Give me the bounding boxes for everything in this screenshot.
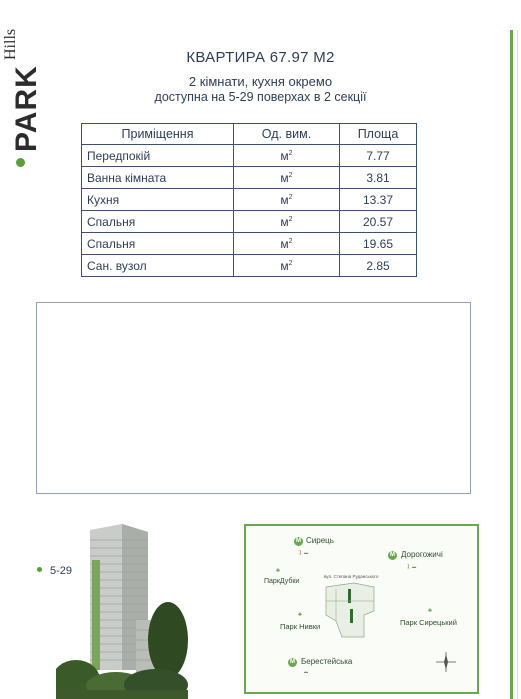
logo-park: PARK xyxy=(10,65,43,152)
room-area: 20.57 xyxy=(340,211,417,233)
room-area: 19.65 xyxy=(340,233,417,255)
metro-icon: М xyxy=(296,538,301,544)
col-header-unit: Од. вим. xyxy=(234,124,340,145)
col-header-room: Приміщення xyxy=(82,124,234,145)
map-label-siretz: Сирець xyxy=(306,536,334,545)
apartment-subtitle: 2 кімнати, кухня окремо xyxy=(188,74,333,89)
room-name: Спальня xyxy=(82,211,234,233)
logo-dot xyxy=(16,158,25,167)
complex-plot xyxy=(324,581,376,639)
col-header-area: Площа xyxy=(340,124,417,145)
room-name: Передпокій xyxy=(82,145,234,167)
walk-icon: ▬ xyxy=(304,669,308,674)
unit-text: м xyxy=(280,258,289,273)
room-name: Сан. вузол xyxy=(82,255,234,277)
room-unit xyxy=(234,211,340,233)
unit-sup: 2 xyxy=(288,149,293,157)
map-label-park-nyvky: Парк Нивки xyxy=(280,622,321,631)
room-area: 13.37 xyxy=(340,189,417,211)
table-row xyxy=(82,145,417,167)
apartment-title: КВАРТИРА 67.97 М2 xyxy=(186,49,335,66)
rooms-table xyxy=(81,123,417,277)
room-unit xyxy=(234,255,340,277)
room-name: Спальня xyxy=(82,233,234,255)
table-row xyxy=(82,167,417,189)
unit-text: м xyxy=(280,236,289,251)
map-label-park-syretskyi: Парк Сирецький xyxy=(400,618,457,627)
location-map xyxy=(244,524,479,694)
unit-text: м xyxy=(280,214,289,229)
walk-icon: 🚶 ▬ xyxy=(406,564,417,569)
unit-text: м xyxy=(280,170,289,185)
room-unit xyxy=(234,233,340,255)
room-area: 3.81 xyxy=(340,167,417,189)
room-unit xyxy=(234,167,340,189)
tree-icon: ♣ xyxy=(276,568,280,574)
unit-sup: 2 xyxy=(288,259,293,267)
table-row xyxy=(82,211,417,233)
floors-bullet xyxy=(37,567,42,572)
room-area: 2.85 xyxy=(340,255,417,277)
unit-sup: 2 xyxy=(288,193,293,201)
map-label-park-dubky: ПаркДубки xyxy=(264,578,300,585)
room-area: 7.77 xyxy=(340,145,417,167)
unit-sup: 2 xyxy=(288,237,293,245)
unit-sup: 2 xyxy=(288,171,293,179)
table-row xyxy=(82,233,417,255)
compass-icon xyxy=(434,650,458,674)
unit-sup: 2 xyxy=(288,215,293,223)
table-header-row xyxy=(82,124,417,145)
tree-icon: ♣ xyxy=(428,608,432,614)
table-row xyxy=(82,189,417,211)
metro-icon: М xyxy=(390,552,395,558)
right-border xyxy=(510,30,513,699)
room-unit xyxy=(234,145,340,167)
room-name: Ванна кімната xyxy=(82,167,234,189)
walk-icon: 🚶 ▬ xyxy=(298,550,309,555)
map-label-street: вул. Степана Руданського xyxy=(324,574,379,579)
floors-range: 5-29 xyxy=(50,565,73,577)
unit-text: м xyxy=(280,148,289,163)
map-label-berestejska: Берестейська xyxy=(301,657,353,666)
table-row xyxy=(82,255,417,277)
floor-plan-area xyxy=(36,302,471,494)
room-name: Кухня xyxy=(82,189,234,211)
unit-text: м xyxy=(280,192,289,207)
room-unit xyxy=(234,189,340,211)
right-border-inner xyxy=(517,30,518,699)
building-image xyxy=(56,520,188,699)
map-label-dorohozhychi: Дорогожичі xyxy=(401,550,443,559)
logo-hills: Hills xyxy=(2,28,19,60)
apartment-availability: доступна на 5-29 поверхах в 2 секції xyxy=(154,90,367,104)
tree-icon: ♣ xyxy=(298,612,302,618)
metro-icon: М xyxy=(290,659,295,665)
